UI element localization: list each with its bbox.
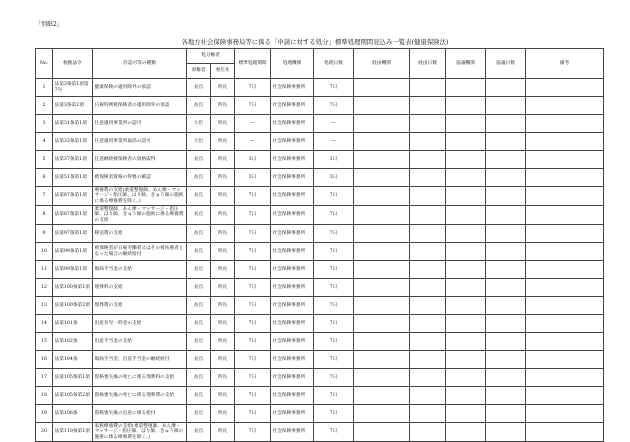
- cell-authority: 長官: [187, 187, 211, 206]
- cell-via-days: [410, 187, 446, 206]
- cell-consult-office: [446, 387, 486, 405]
- cell-article: 法第51条第1項: [53, 169, 93, 187]
- cell-no: 4: [36, 133, 53, 151]
- cell-permit: 柔道整復師、あん摩・マッサージ・指圧師、はり師、きゅう師の施術に係る療養費の支給: [93, 206, 187, 225]
- cell-remarks: [526, 97, 604, 115]
- cell-permit: 資格喪失後の死亡に係る埋葬料の支給: [93, 369, 187, 387]
- cell-days: 7日: [314, 297, 354, 315]
- cell-via-days: [410, 405, 446, 423]
- cell-days: 7日: [314, 333, 354, 351]
- cell-permit: 出産育児一時金の支給: [93, 315, 187, 333]
- cell-via-office: [354, 225, 410, 243]
- cell-delegated: 所長: [211, 351, 235, 369]
- cell-consult-days: [486, 369, 526, 387]
- cell-days: 7日: [314, 387, 354, 405]
- cell-consult-days: [486, 187, 526, 206]
- cell-days: 7日: [314, 351, 354, 369]
- cell-permit: 任意適用事業所の認可: [93, 115, 187, 133]
- cell-article: 法第104条: [53, 351, 93, 369]
- cell-office: 社会保険事務所: [271, 206, 314, 225]
- cell-via-office: [354, 387, 410, 405]
- cell-delegated: 所長: [211, 387, 235, 405]
- cell-office: 社会保険事務所: [271, 133, 314, 151]
- cell-via-days: [410, 351, 446, 369]
- cell-via-office: [354, 405, 410, 423]
- cell-authority: 長官: [187, 225, 211, 243]
- cell-delegated: 所長: [211, 169, 235, 187]
- cell-via-days: [410, 387, 446, 405]
- cell-via-office: [354, 206, 410, 225]
- cell-article: 法第100条第2項: [53, 297, 93, 315]
- cell-consult-office: [446, 79, 486, 97]
- cell-permit: 療養費の支給(柔道整復師、あん摩・マッサージ・指圧師、はり師、きゅう師の施術に係る療養費を除く。): [93, 187, 187, 206]
- cell-permit: 埋葬料の支給: [93, 279, 187, 297]
- cell-permit: 日雇特例被保険者の適用除外の承認: [93, 97, 187, 115]
- cell-office: 社会保険事務所: [271, 97, 314, 115]
- cell-authority: 長官: [187, 423, 211, 442]
- cell-delegated: 所長: [211, 243, 235, 261]
- cell-via-days: [410, 279, 446, 297]
- cell-consult-office: [446, 423, 486, 442]
- cell-period: 7日: [235, 225, 271, 243]
- cell-office: 社会保険事務所: [271, 387, 314, 405]
- cell-consult-days: [486, 97, 526, 115]
- cell-no: 9: [36, 225, 53, 243]
- cell-remarks: [526, 297, 604, 315]
- cell-via-days: [410, 169, 446, 187]
- table-row: [36, 351, 604, 369]
- table-row: [36, 225, 604, 243]
- cell-period: 7日: [235, 206, 271, 225]
- cell-via-days: [410, 225, 446, 243]
- cell-period: 3日: [235, 151, 271, 169]
- table-row: [36, 333, 604, 351]
- cell-authority: 長官: [187, 369, 211, 387]
- cell-period: —: [235, 133, 271, 151]
- cell-via-office: [354, 279, 410, 297]
- cell-via-days: [410, 243, 446, 261]
- cell-via-office: [354, 423, 410, 442]
- cell-via-days: [410, 97, 446, 115]
- cell-office: 社会保険事務所: [271, 351, 314, 369]
- table-row: [36, 206, 604, 225]
- cell-via-days: [410, 315, 446, 333]
- table-row: [36, 387, 604, 405]
- cell-article: 法第105条第1項: [53, 369, 93, 387]
- cell-no: 16: [36, 351, 53, 369]
- cell-period: 7日: [235, 333, 271, 351]
- header-consult-office: 協議機関: [446, 49, 486, 79]
- cell-period: 7日: [235, 405, 271, 423]
- cell-period: 7日: [235, 79, 271, 97]
- cell-delegated: 所長: [211, 115, 235, 133]
- cell-article: 法第37条第1項: [53, 151, 93, 169]
- cell-authority: 長官: [187, 297, 211, 315]
- cell-permit: 任意適用事業所取消の認可: [93, 133, 187, 151]
- cell-remarks: [526, 133, 604, 151]
- cell-consult-days: [486, 261, 526, 279]
- cell-remarks: [526, 315, 604, 333]
- table-row: [36, 187, 604, 206]
- header-days: 処理日数: [314, 49, 354, 79]
- cell-via-office: [354, 243, 410, 261]
- cell-period: —: [235, 115, 271, 133]
- cell-delegated: 所長: [211, 79, 235, 97]
- document-title: 各地方社会保険事務局等に係る「申請に対する処分」標準処理期間見込み一覧表(健康保険法): [181, 38, 449, 46]
- cell-no: 1: [36, 79, 53, 97]
- cell-article: 法第31条第1項: [53, 115, 93, 133]
- cell-via-days: [410, 261, 446, 279]
- cell-days: 3日: [314, 151, 354, 169]
- cell-consult-office: [446, 297, 486, 315]
- cell-days: 7日: [314, 369, 354, 387]
- cell-consult-days: [486, 351, 526, 369]
- cell-consult-days: [486, 279, 526, 297]
- cell-article: 法第33条第1項: [53, 133, 93, 151]
- cell-via-office: [354, 133, 410, 151]
- cell-authority: 長官: [187, 169, 211, 187]
- cell-remarks: [526, 169, 604, 187]
- cell-office: 社会保険事務所: [271, 333, 314, 351]
- cell-article: 法第97条第1項: [53, 225, 93, 243]
- cell-days: 7日: [314, 405, 354, 423]
- cell-no: 15: [36, 333, 53, 351]
- cell-no: 13: [36, 297, 53, 315]
- cell-consult-office: [446, 405, 486, 423]
- cell-remarks: [526, 115, 604, 133]
- cell-days: —: [314, 133, 354, 151]
- cell-consult-office: [446, 133, 486, 151]
- cell-via-office: [354, 187, 410, 206]
- cell-authority: 長官: [187, 79, 211, 97]
- cell-consult-office: [446, 351, 486, 369]
- cell-consult-days: [486, 243, 526, 261]
- cell-via-office: [354, 297, 410, 315]
- cell-no: 2: [36, 97, 53, 115]
- cell-via-office: [354, 351, 410, 369]
- cell-authority: 長官: [187, 315, 211, 333]
- cell-consult-days: [486, 169, 526, 187]
- cell-days: 7日: [314, 225, 354, 243]
- cell-office: 社会保険事務所: [271, 225, 314, 243]
- cell-remarks: [526, 333, 604, 351]
- cell-delegated: 所長: [211, 423, 235, 442]
- cell-office: 社会保険事務所: [271, 151, 314, 169]
- cell-remarks: [526, 206, 604, 225]
- cell-no: 6: [36, 169, 53, 187]
- cell-via-office: [354, 169, 410, 187]
- cell-permit: 健康保険の適用除外の承認: [93, 79, 187, 97]
- cell-consult-office: [446, 333, 486, 351]
- cell-delegated: 所長: [211, 315, 235, 333]
- cell-period: 7日: [235, 97, 271, 115]
- cell-consult-office: [446, 369, 486, 387]
- cell-office: 社会保険事務所: [271, 243, 314, 261]
- cell-no: 3: [36, 115, 53, 133]
- cell-office: 社会保険事務所: [271, 79, 314, 97]
- cell-no: 10: [36, 243, 53, 261]
- cell-article: 法第100条第1項: [53, 279, 93, 297]
- cell-remarks: [526, 387, 604, 405]
- table-row: [36, 405, 604, 423]
- header-standard-period: 標準処理期間: [235, 49, 271, 79]
- header-article: 根拠法令: [53, 49, 93, 79]
- table-row: [36, 151, 604, 169]
- cell-remarks: [526, 79, 604, 97]
- cell-office: 社会保険事務所: [271, 169, 314, 187]
- cell-via-office: [354, 369, 410, 387]
- cell-office: 社会保険事務所: [271, 187, 314, 206]
- table-row: [36, 79, 604, 97]
- cell-permit: 埋葬費の支給: [93, 297, 187, 315]
- cell-authority: 長官: [187, 97, 211, 115]
- cell-authority: 長官: [187, 333, 211, 351]
- cell-consult-days: [486, 115, 526, 133]
- cell-authority: 大臣: [187, 133, 211, 151]
- cell-via-office: [354, 261, 410, 279]
- cell-no: 19: [36, 405, 53, 423]
- cell-no: 18: [36, 387, 53, 405]
- cell-days: 7日: [314, 79, 354, 97]
- cell-days: 7日: [314, 243, 354, 261]
- cell-via-days: [410, 423, 446, 442]
- cell-consult-days: [486, 206, 526, 225]
- cell-authority: 長官: [187, 261, 211, 279]
- cell-period: 7日: [235, 369, 271, 387]
- cell-remarks: [526, 423, 604, 442]
- header-permit-type: 許認可等の種類: [93, 49, 187, 79]
- cell-delegated: 所長: [211, 133, 235, 151]
- cell-consult-office: [446, 261, 486, 279]
- cell-permit: 家族療養費の支給(柔道整復師、あん摩・マッサージ・指圧師、はり師、きゅう師の施術に係る療養費を除く。): [93, 423, 187, 442]
- header-authority: 処分権者: [187, 49, 235, 64]
- cell-authority: 長官: [187, 206, 211, 225]
- cell-consult-days: [486, 387, 526, 405]
- cell-permit: 傷病手当金の支給: [93, 261, 187, 279]
- cell-article: 法第99条第1項: [53, 243, 93, 261]
- cell-period: 7日: [235, 351, 271, 369]
- cell-consult-days: [486, 423, 526, 442]
- cell-no: 20: [36, 423, 53, 442]
- cell-permit: 資格喪失後の出産に係る給付: [93, 405, 187, 423]
- table-row: [36, 423, 604, 442]
- cell-permit: 資格喪失後の死亡に係る埋葬費の支給: [93, 387, 187, 405]
- cell-office: 社会保険事務所: [271, 297, 314, 315]
- cell-period: 7日: [235, 387, 271, 405]
- cell-remarks: [526, 279, 604, 297]
- table-row: [36, 243, 604, 261]
- cell-via-days: [410, 133, 446, 151]
- cell-no: 14: [36, 315, 53, 333]
- cell-consult-office: [446, 243, 486, 261]
- cell-office: 社会保険事務所: [271, 261, 314, 279]
- cell-no: 11: [36, 261, 53, 279]
- cell-remarks: [526, 369, 604, 387]
- processing-period-table: [35, 48, 604, 442]
- cell-permit: 出産手当金の支給: [93, 333, 187, 351]
- cell-via-office: [354, 115, 410, 133]
- cell-article: 法第87条第1項: [53, 206, 93, 225]
- table-row: [36, 97, 604, 115]
- cell-no: 5: [36, 151, 53, 169]
- cell-period: 7日: [235, 243, 271, 261]
- header-via-days: 経由日数: [410, 49, 446, 79]
- cell-consult-days: [486, 225, 526, 243]
- cell-consult-days: [486, 133, 526, 151]
- cell-office: 社会保険事務所: [271, 423, 314, 442]
- cell-via-office: [354, 151, 410, 169]
- cell-consult-office: [446, 187, 486, 206]
- cell-no: 7: [36, 187, 53, 206]
- cell-office: 社会保険事務所: [271, 369, 314, 387]
- cell-authority: 長官: [187, 243, 211, 261]
- cell-no: 8: [36, 206, 53, 225]
- table-row: [36, 315, 604, 333]
- cell-days: 7日: [314, 261, 354, 279]
- cell-delegated: 所長: [211, 206, 235, 225]
- cell-via-office: [354, 315, 410, 333]
- cell-days: 7日: [314, 423, 354, 442]
- cell-consult-days: [486, 151, 526, 169]
- cell-consult-office: [446, 279, 486, 297]
- cell-delegated: 所長: [211, 333, 235, 351]
- annex-label: 「別紙2」: [35, 21, 63, 28]
- table-row: [36, 261, 604, 279]
- header-via-office: 経由機関: [354, 49, 410, 79]
- cell-consult-days: [486, 79, 526, 97]
- cell-delegated: 所長: [211, 151, 235, 169]
- cell-delegated: 所長: [211, 261, 235, 279]
- cell-authority: 長官: [187, 151, 211, 169]
- cell-consult-office: [446, 115, 486, 133]
- cell-permit: 被保険者資格の得喪の確認: [93, 169, 187, 187]
- table-row: [36, 133, 604, 151]
- cell-remarks: [526, 351, 604, 369]
- cell-consult-office: [446, 151, 486, 169]
- cell-delegated: 所長: [211, 225, 235, 243]
- cell-days: 7日: [314, 315, 354, 333]
- header-original-authority: 原権者: [187, 64, 211, 79]
- cell-consult-days: [486, 405, 526, 423]
- cell-via-days: [410, 115, 446, 133]
- cell-authority: 長官: [187, 387, 211, 405]
- cell-via-days: [410, 79, 446, 97]
- header-office: 処理機関: [271, 49, 314, 79]
- cell-delegated: 所長: [211, 369, 235, 387]
- cell-period: 7日: [235, 315, 271, 333]
- cell-period: 7日: [235, 297, 271, 315]
- cell-consult-days: [486, 315, 526, 333]
- cell-via-days: [410, 333, 446, 351]
- cell-article: 法第101条: [53, 315, 93, 333]
- cell-consult-days: [486, 333, 526, 351]
- cell-office: 社会保険事務所: [271, 279, 314, 297]
- cell-no: 12: [36, 279, 53, 297]
- cell-consult-office: [446, 225, 486, 243]
- cell-permit: 任意継続被保険者の資格取得: [93, 151, 187, 169]
- cell-via-office: [354, 97, 410, 115]
- table-row: [36, 169, 604, 187]
- cell-period: 7日: [235, 423, 271, 442]
- cell-days: 7日: [314, 279, 354, 297]
- cell-days: 7日: [314, 206, 354, 225]
- header-delegated-authority: 委任先: [211, 64, 235, 79]
- cell-remarks: [526, 225, 604, 243]
- header-consult-days: 協議日数: [486, 49, 526, 79]
- cell-consult-office: [446, 206, 486, 225]
- header-no: No.: [36, 49, 53, 79]
- header-row-top: [36, 49, 604, 64]
- cell-article: 法第106条: [53, 405, 93, 423]
- cell-delegated: 所長: [211, 297, 235, 315]
- cell-article: 法第87条第1項: [53, 187, 93, 206]
- cell-permit: 移送費の支給: [93, 225, 187, 243]
- cell-remarks: [526, 187, 604, 206]
- cell-remarks: [526, 243, 604, 261]
- cell-via-days: [410, 297, 446, 315]
- cell-via-days: [410, 151, 446, 169]
- cell-days: 7日: [314, 187, 354, 206]
- cell-authority: 長官: [187, 351, 211, 369]
- cell-period: 7日: [235, 261, 271, 279]
- cell-remarks: [526, 261, 604, 279]
- cell-permit: 被保険者が日雇労働者又はその被扶養者となった場合の継続給付: [93, 243, 187, 261]
- table-row: [36, 279, 604, 297]
- cell-consult-office: [446, 169, 486, 187]
- cell-remarks: [526, 405, 604, 423]
- cell-office: 社会保険事務所: [271, 315, 314, 333]
- cell-delegated: 所長: [211, 279, 235, 297]
- cell-remarks: [526, 151, 604, 169]
- cell-article: 法第99条第1項: [53, 261, 93, 279]
- cell-article: 法第102条: [53, 333, 93, 351]
- cell-article: 法第110条第1項: [53, 423, 93, 442]
- cell-authority: 大臣: [187, 115, 211, 133]
- cell-article: 法第3条第1項第7号: [53, 79, 93, 97]
- cell-office: 社会保険事務所: [271, 115, 314, 133]
- cell-days: 7日: [314, 97, 354, 115]
- cell-no: 17: [36, 369, 53, 387]
- cell-article: 法第105条第2項: [53, 387, 93, 405]
- table-row: [36, 115, 604, 133]
- cell-office: 社会保険事務所: [271, 405, 314, 423]
- cell-consult-office: [446, 97, 486, 115]
- cell-period: 7日: [235, 187, 271, 206]
- cell-via-days: [410, 369, 446, 387]
- cell-permit: 傷病手当金、出産手当金の継続給付: [93, 351, 187, 369]
- cell-delegated: 所長: [211, 97, 235, 115]
- header-remarks: 備考: [526, 49, 604, 79]
- table-row: [36, 297, 604, 315]
- cell-consult-days: [486, 297, 526, 315]
- cell-consult-office: [446, 315, 486, 333]
- cell-authority: 長官: [187, 405, 211, 423]
- cell-delegated: 所長: [211, 405, 235, 423]
- table-row: [36, 369, 604, 387]
- cell-via-office: [354, 333, 410, 351]
- cell-period: 3日: [235, 169, 271, 187]
- cell-article: 法第3条第2項: [53, 97, 93, 115]
- cell-via-office: [354, 79, 410, 97]
- cell-delegated: 所長: [211, 187, 235, 206]
- cell-days: 3日: [314, 169, 354, 187]
- cell-authority: 長官: [187, 279, 211, 297]
- cell-period: 7日: [235, 279, 271, 297]
- cell-days: —: [314, 115, 354, 133]
- cell-via-days: [410, 206, 446, 225]
